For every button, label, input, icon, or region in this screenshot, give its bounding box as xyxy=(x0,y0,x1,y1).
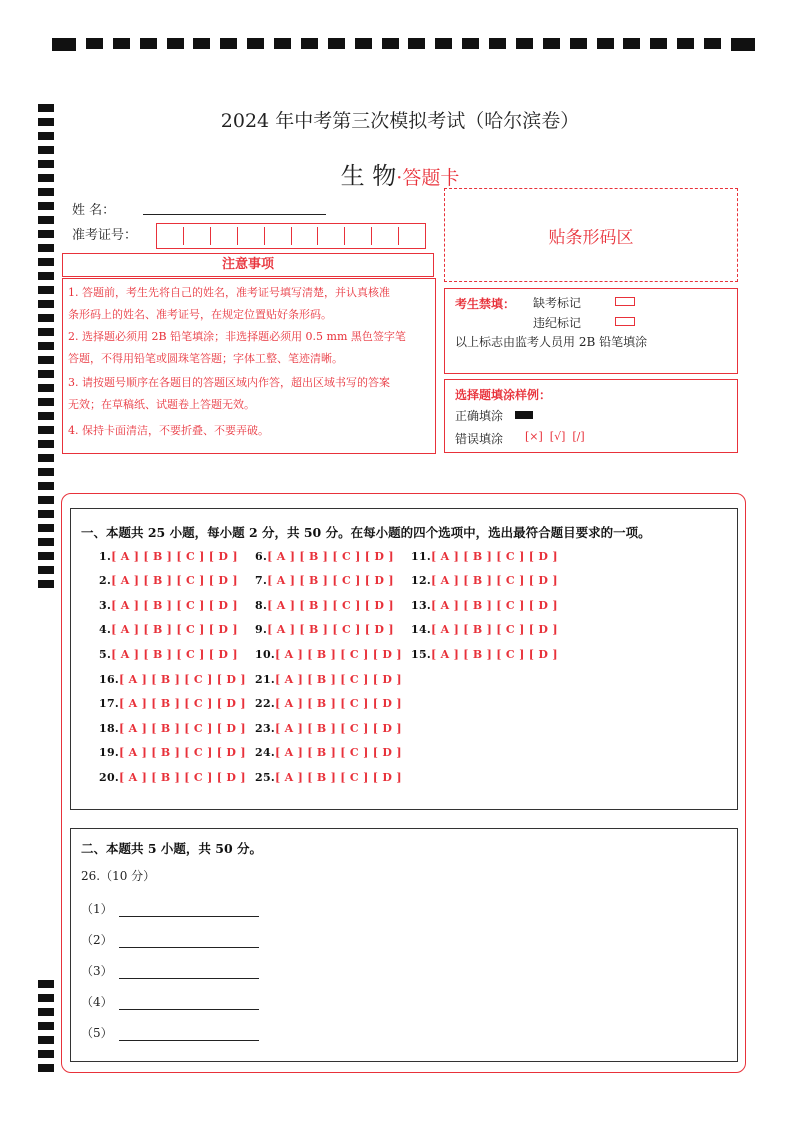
question-number: 12. xyxy=(411,574,432,588)
notice-line: 1. 答题前，考生先将自己的姓名，准考证号填写清楚，并认真核准 xyxy=(68,286,390,299)
question-number: 1. xyxy=(99,550,112,563)
question-number: 21. xyxy=(255,673,276,686)
choice-question[interactable] xyxy=(99,623,238,636)
notice-line: 3. 请按题号顺序在各题目的答题区域内作答，超出区域书写的答案 xyxy=(68,376,390,389)
question-number: 3. xyxy=(99,598,112,612)
question-number: 20. xyxy=(99,770,120,784)
barcode-area: 贴条形码区 xyxy=(444,188,738,282)
option-bubbles[interactable]: [ A ] [ B ] [ C ] [ D ] xyxy=(119,697,246,711)
timing-marks-top xyxy=(52,38,755,51)
choice-question[interactable] xyxy=(99,673,246,686)
choice-question[interactable] xyxy=(411,574,558,587)
choice-question[interactable] xyxy=(255,574,394,587)
answer-line-5[interactable] xyxy=(81,1024,259,1041)
timing-marks-left-bottom xyxy=(38,980,54,1078)
question-number: 11. xyxy=(411,550,432,563)
part-label: （5） xyxy=(81,1026,113,1040)
question-number: 23. xyxy=(255,721,276,735)
option-bubbles[interactable]: [ A ] [ B ] [ C ] [ D ] xyxy=(111,647,238,661)
id-label: 准考证号： xyxy=(72,228,138,243)
option-bubbles[interactable]: [ A ] [ B ] [ C ] [ D ] xyxy=(275,673,402,686)
choice-question[interactable] xyxy=(255,697,402,710)
violation-label: 违纪标记 xyxy=(533,316,582,330)
id-number-boxes[interactable] xyxy=(156,223,426,249)
answer-line-3[interactable] xyxy=(81,962,259,979)
option-bubbles[interactable]: [ A ] [ B ] [ C ] [ D ] xyxy=(275,647,402,661)
option-bubbles[interactable]: [ A ] [ B ] [ C ] [ D ] xyxy=(119,721,246,735)
option-bubbles[interactable]: [ A ] [ B ] [ C ] [ D ] xyxy=(275,721,402,735)
option-bubbles[interactable]: [ A ] [ B ] [ C ] [ D ] xyxy=(431,623,558,637)
option-bubbles[interactable]: [ A ] [ B ] [ C ] [ D ] xyxy=(431,574,558,588)
part-label: （3） xyxy=(81,964,113,978)
wrong-label: 错误填涂 xyxy=(455,432,504,446)
choice-question[interactable] xyxy=(255,648,402,661)
question-number: 7. xyxy=(255,574,268,588)
answer-line-2[interactable] xyxy=(81,931,259,948)
question-number: 4. xyxy=(99,623,112,637)
choice-question[interactable] xyxy=(99,550,238,563)
absent-label: 缺考标记 xyxy=(533,296,582,310)
section2-heading: 二、本题共 5 小题，共 50 分。 xyxy=(81,841,263,856)
answer-line-1[interactable] xyxy=(81,900,259,917)
question-number: 22. xyxy=(255,697,276,711)
question-number: 25. xyxy=(255,770,276,784)
question-26-label: 26.（10 分） xyxy=(81,869,156,883)
option-bubbles[interactable]: [ A ] [ B ] [ C ] [ D ] xyxy=(267,574,394,588)
question-number: 6. xyxy=(255,550,268,563)
choice-question[interactable] xyxy=(255,673,402,686)
question-number: 19. xyxy=(99,746,120,760)
notice-line: 2. 选择题必须用 2B 铅笔填涂；非选择题必须用 0.5 mm 黑色签字笔 xyxy=(68,330,406,343)
question-number: 15. xyxy=(411,647,432,661)
option-bubbles[interactable]: [ A ] [ B ] [ C ] [ D ] xyxy=(267,623,394,637)
question-number: 8. xyxy=(255,598,268,612)
notice-box xyxy=(62,278,436,454)
choice-question[interactable] xyxy=(99,648,238,661)
option-bubbles[interactable]: [ A ] [ B ] [ C ] [ D ] xyxy=(119,770,246,784)
section1-heading: 一、本题共 25 小题，每小题 2 分，共 50 分。在每小题的四个选项中，选出最符合题目要求的一项。 xyxy=(81,525,651,540)
question-number: 9. xyxy=(255,623,268,637)
notice-line: 4. 保持卡面清洁，不要折叠、不要弄破。 xyxy=(68,424,269,437)
choice-question[interactable] xyxy=(99,771,246,784)
question-number: 14. xyxy=(411,623,432,637)
choice-question[interactable] xyxy=(99,722,246,735)
choice-question[interactable] xyxy=(255,599,394,612)
choice-question[interactable] xyxy=(411,623,558,636)
sample-title: 选择题填涂样例： xyxy=(455,388,552,402)
option-bubbles[interactable]: [ A ] [ B ] [ C ] [ D ] xyxy=(431,598,558,612)
question-number: 10. xyxy=(255,647,276,661)
choice-question[interactable] xyxy=(255,771,402,784)
option-bubbles[interactable]: [ A ] [ B ] [ C ] [ D ] xyxy=(111,574,238,588)
correct-fill-sample xyxy=(515,411,533,419)
choice-question[interactable] xyxy=(255,623,394,636)
question-number: 5. xyxy=(99,647,112,661)
option-bubbles[interactable]: [ A ] [ B ] [ C ] [ D ] xyxy=(431,647,558,661)
card-label: ·答题卡 xyxy=(396,167,460,189)
answer-line-4[interactable] xyxy=(81,993,259,1010)
question-number: 24. xyxy=(255,746,276,760)
notice-line: 条形码上的姓名、准考证号，在规定位置贴好条形码。 xyxy=(68,308,332,321)
question-number: 18. xyxy=(99,721,120,735)
wrong-marks: [×] [√] [/] xyxy=(525,430,585,443)
choice-question[interactable] xyxy=(99,599,238,612)
name-label: 姓 名： xyxy=(72,203,116,218)
choice-question[interactable] xyxy=(99,697,246,710)
question-number: 13. xyxy=(411,598,432,612)
part-label: （1） xyxy=(81,902,113,916)
question-number: 16. xyxy=(99,673,120,686)
forbidden-title: 考生禁填： xyxy=(455,297,516,311)
sample-box xyxy=(444,379,738,453)
option-bubbles[interactable]: [ A ] [ B ] [ C ] [ D ] xyxy=(275,770,402,784)
option-bubbles[interactable]: [ A ] [ B ] [ C ] [ D ] xyxy=(111,598,238,612)
notice-line: 答题，不得用铅笔或圆珠笔答题；字体工整、笔迹清晰。 xyxy=(68,352,343,365)
correct-label: 正确填涂 xyxy=(455,409,504,423)
choice-question[interactable] xyxy=(411,550,558,563)
option-bubbles[interactable]: [ A ] [ B ] [ C ] [ D ] xyxy=(267,598,394,612)
part-label: （2） xyxy=(81,933,113,947)
choice-question[interactable] xyxy=(255,722,402,735)
choice-question[interactable] xyxy=(99,746,246,759)
forbidden-box xyxy=(444,288,738,374)
part-label: （4） xyxy=(81,995,113,1009)
choice-question[interactable] xyxy=(411,599,558,612)
option-bubbles[interactable]: [ A ] [ B ] [ C ] [ D ] xyxy=(267,550,394,563)
written-section xyxy=(70,828,738,1062)
choice-question[interactable] xyxy=(99,574,238,587)
name-field[interactable] xyxy=(143,213,326,215)
violation-mark[interactable] xyxy=(615,317,635,326)
option-bubbles[interactable]: [ A ] [ B ] [ C ] [ D ] xyxy=(275,746,402,760)
exam-title: 2024 年中考第三次模拟考试（哈尔滨卷） xyxy=(220,110,580,132)
option-bubbles[interactable]: [ A ] [ B ] [ C ] [ D ] xyxy=(119,746,246,760)
option-bubbles[interactable]: [ A ] [ B ] [ C ] [ D ] xyxy=(111,550,238,563)
choice-section xyxy=(70,508,738,810)
choice-question[interactable] xyxy=(255,550,394,563)
choice-question[interactable] xyxy=(255,746,402,759)
option-bubbles[interactable]: [ A ] [ B ] [ C ] [ D ] xyxy=(275,697,402,711)
card-title xyxy=(0,156,800,191)
option-bubbles[interactable]: [ A ] [ B ] [ C ] [ D ] xyxy=(431,550,558,563)
subject-name: 生 物 xyxy=(340,162,397,190)
notice-title: 注意事项 xyxy=(62,253,434,277)
absent-mark[interactable] xyxy=(615,297,635,306)
choice-question[interactable] xyxy=(411,648,558,661)
option-bubbles[interactable]: [ A ] [ B ] [ C ] [ D ] xyxy=(111,623,238,637)
option-bubbles[interactable]: [ A ] [ B ] [ C ] [ D ] xyxy=(119,673,246,686)
question-number: 2. xyxy=(99,574,112,588)
forbidden-note: 以上标志由监考人员用 2B 铅笔填涂 xyxy=(455,335,648,349)
notice-line: 无效；在草稿纸、试题卷上答题无效。 xyxy=(68,398,255,411)
question-number: 17. xyxy=(99,697,120,711)
